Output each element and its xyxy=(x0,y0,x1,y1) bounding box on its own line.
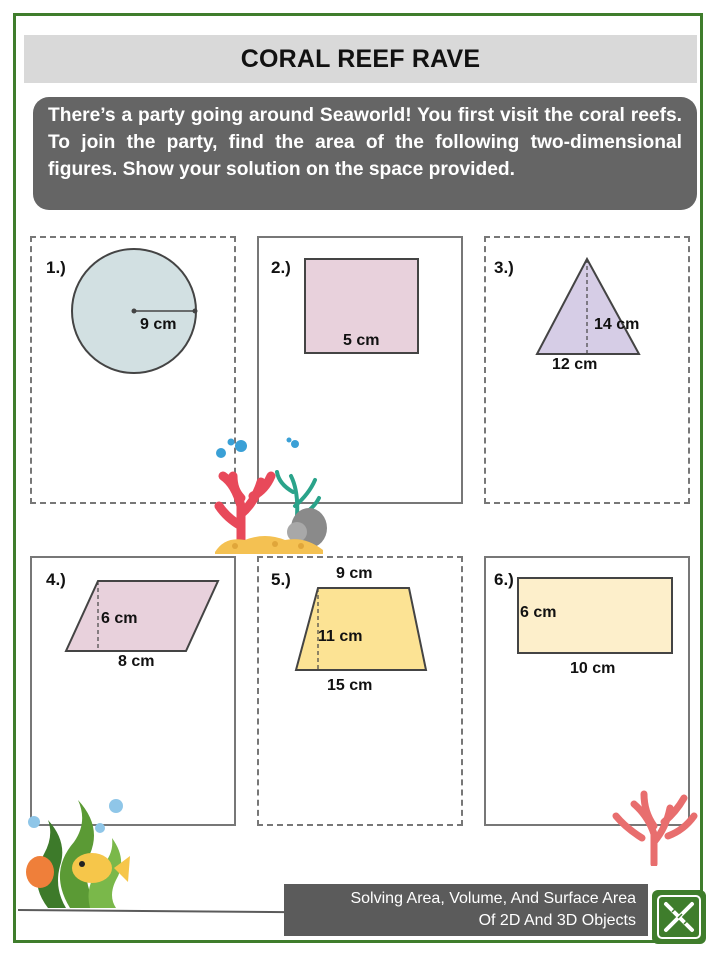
footer-banner xyxy=(284,884,648,936)
base-label: 8 cm xyxy=(118,653,155,670)
center-dot xyxy=(132,309,137,314)
width-label: 10 cm xyxy=(570,660,616,677)
problem-number: 5.) xyxy=(271,570,291,589)
problem-number: 1.) xyxy=(46,258,66,277)
coral-seaweed-illustration xyxy=(205,436,335,558)
footer-line-1: Solving Area, Volume, And Surface Area xyxy=(350,890,636,907)
page-title: CORAL REEF RAVE xyxy=(24,35,697,83)
height-label: 11 cm xyxy=(318,628,363,645)
problem-4-box[interactable] xyxy=(30,556,236,826)
problem-5-box[interactable] xyxy=(257,556,463,826)
height-label: 6 cm xyxy=(101,610,138,627)
instructions-box: There’s a party going around Seaworld! You first visit the coral reefs. To join the party, find the area of the following two-dimensional figures. Show your solution on the space provided. xyxy=(33,97,697,210)
triangle-shape xyxy=(537,259,639,354)
parallelogram-shape xyxy=(66,581,218,651)
problem-3-box[interactable] xyxy=(484,236,690,504)
problem-number: 3.) xyxy=(494,258,514,277)
fish-seaweed-illustration xyxy=(18,792,138,910)
radius-label: 9 cm xyxy=(140,316,177,333)
problem-number: 2.) xyxy=(271,258,291,277)
height-label: 6 cm xyxy=(520,604,557,621)
top-base-label: 9 cm xyxy=(336,565,373,582)
problem-number: 4.) xyxy=(46,570,66,589)
pencil-ruler-icon xyxy=(652,890,706,944)
footer-line-2: Of 2D And 3D Objects xyxy=(478,912,636,929)
parallelogram-figure xyxy=(32,558,238,828)
coral-illustration xyxy=(604,782,704,866)
bottom-base-label: 15 cm xyxy=(327,677,373,694)
base-label: 12 cm xyxy=(552,356,598,373)
height-label: 14 cm xyxy=(594,316,640,333)
edge-dot xyxy=(193,309,198,314)
side-label: 5 cm xyxy=(343,332,380,349)
problem-number: 6.) xyxy=(494,570,514,589)
logo xyxy=(652,890,706,944)
